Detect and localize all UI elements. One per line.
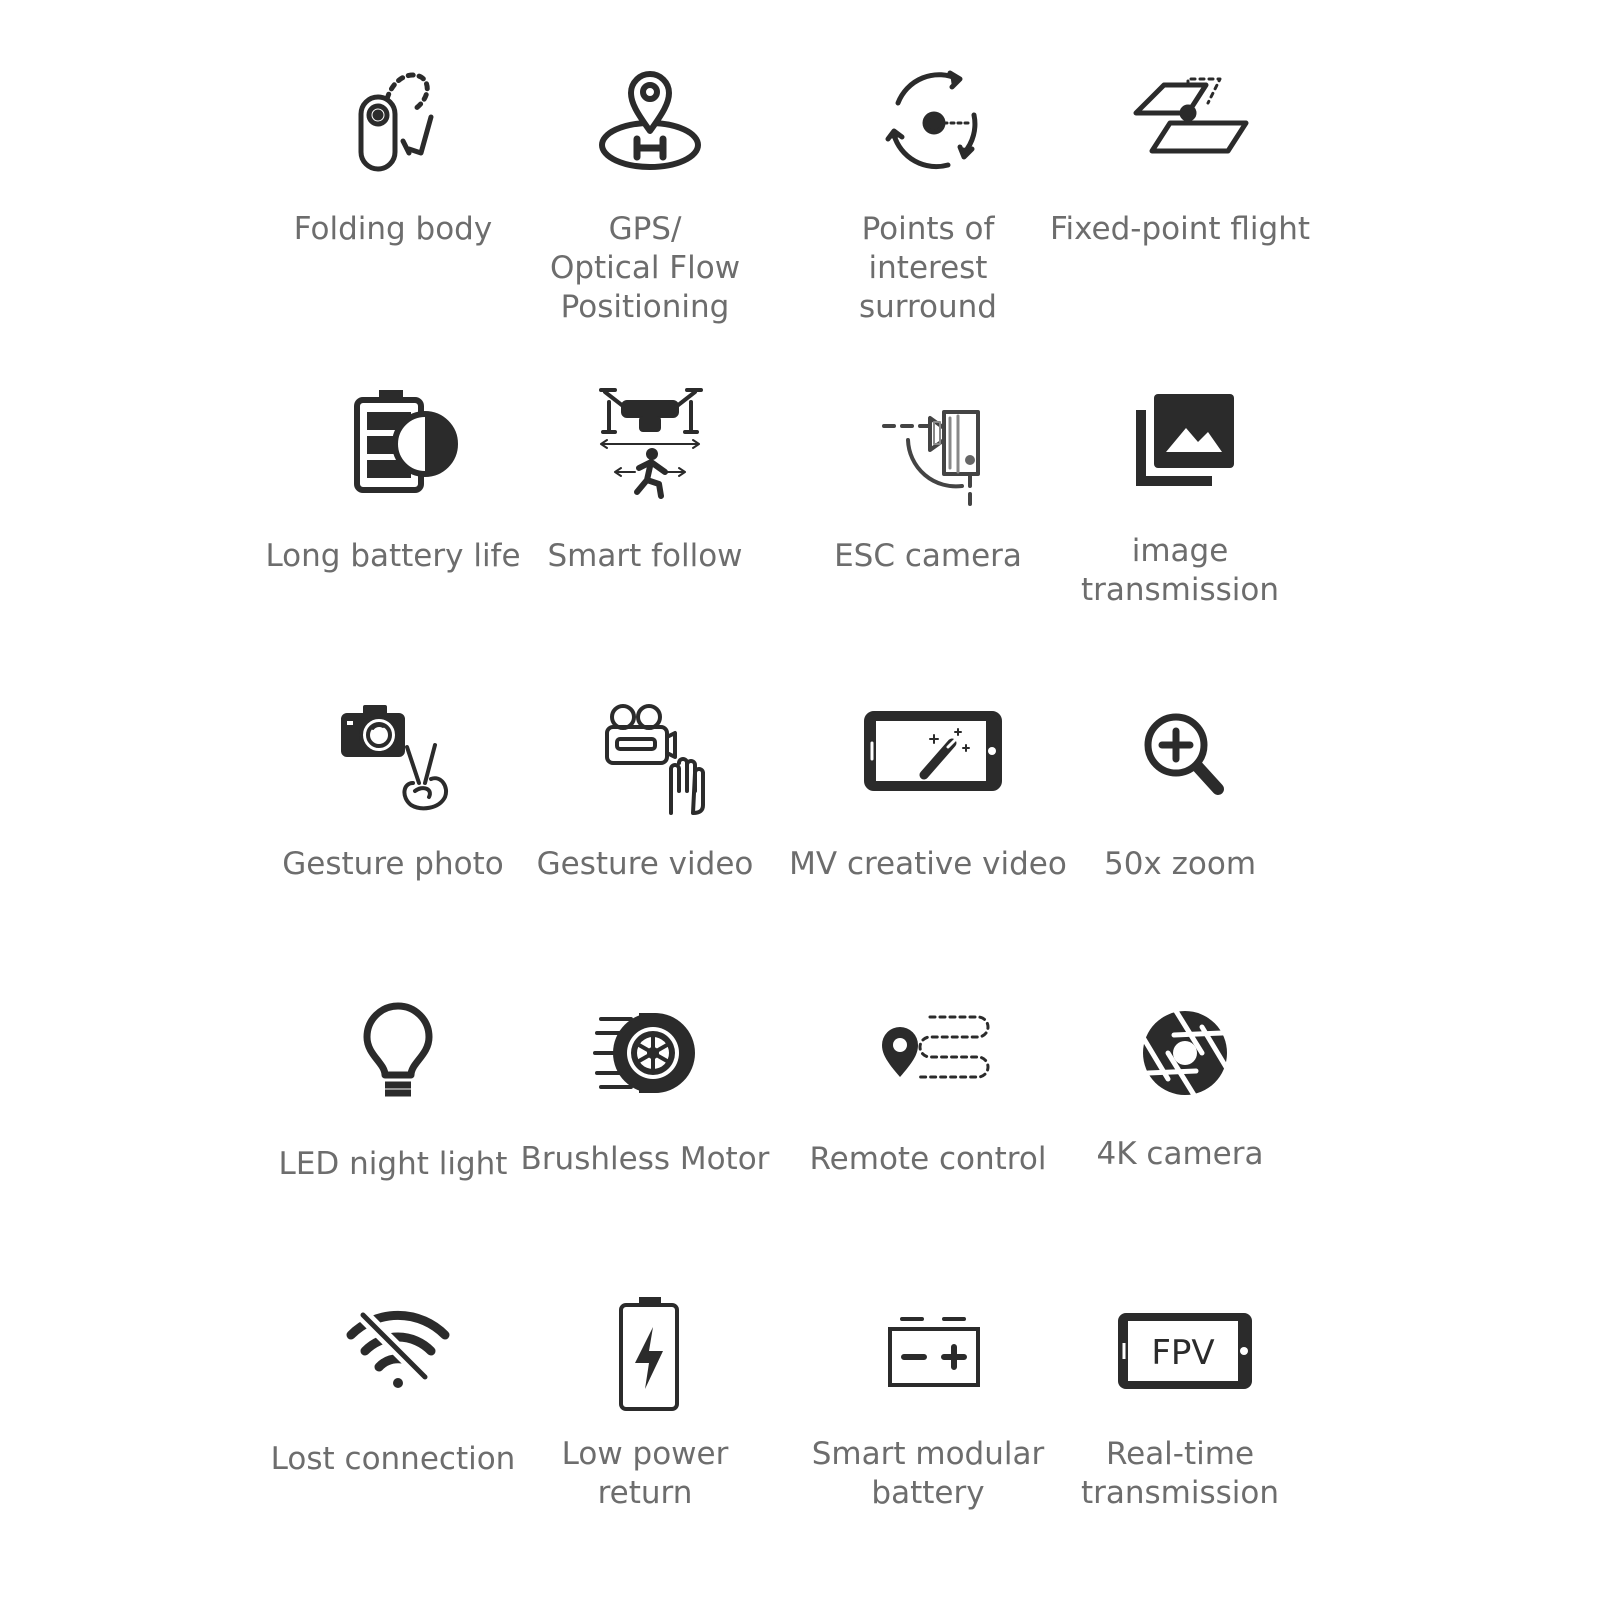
feature-label: 50x zoom [1103,846,1257,882]
feature-label: image transmission [1080,533,1280,608]
feature-label: Fixed-point flight [1049,211,1311,247]
image-gallery-icon [1130,392,1240,502]
folding-body-icon [343,65,453,175]
aperture-icon [1130,1005,1240,1115]
modular-battery-icon [878,1305,988,1415]
feature-label: 4K camera [1096,1136,1264,1172]
wifi-off-icon [343,1305,453,1415]
esc-camera-icon [878,392,988,502]
feature-label: MV creative video [789,846,1067,882]
battery-life-icon [343,392,453,502]
feature-label: Folding body [293,211,493,247]
motor-wheel-icon [595,1005,705,1115]
route-pin-icon [878,1005,988,1115]
feature-label: Remote control [809,1141,1047,1177]
gesture-photo-icon [343,705,453,815]
fixed-point-flight-icon [1130,65,1240,175]
gps-positioning-icon [595,65,705,175]
feature-label: Smart modular battery [811,1436,1045,1511]
feature-label: Low power return [561,1436,729,1511]
gesture-video-icon [595,705,705,815]
fpv-screen-icon [1130,1305,1240,1415]
feature-label: Points of interest surround [858,211,997,325]
feature-label: Smart follow [547,538,743,574]
feature-label: Gesture photo [282,846,504,882]
feature-label: Long battery life [265,538,521,574]
feature-label: Gesture video [536,846,754,882]
low-battery-icon [595,1305,705,1415]
feature-label: LED night light [278,1146,508,1182]
smart-follow-icon [595,392,705,502]
orbit-icon [878,65,988,175]
feature-label: Lost connection [270,1441,516,1477]
feature-label: GPS/ Optical Flow Positioning [549,211,741,325]
light-bulb-icon [343,1005,453,1115]
fpv-text: FPV [1151,1333,1215,1373]
feature-label: ESC camera [834,538,1022,574]
feature-label: Real-time transmission [1080,1436,1280,1511]
zoom-icon [1130,705,1240,815]
mv-video-icon [878,705,988,815]
feature-label: Brushless Motor [520,1141,770,1177]
